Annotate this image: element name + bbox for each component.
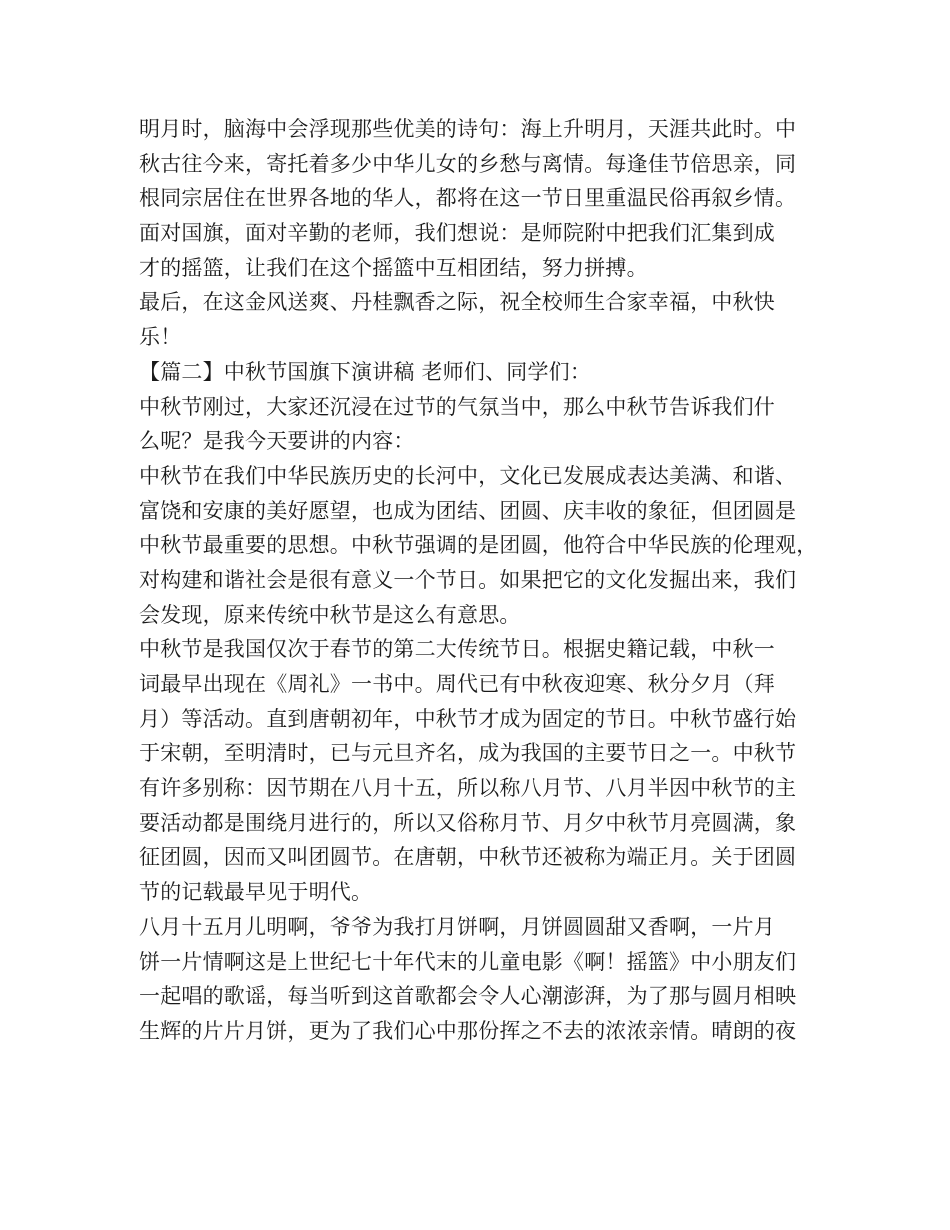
text-line: 八月十五月儿明啊，爷爷为我打月饼啊，月饼圆圆甜又香啊，一片月 [139,914,775,939]
text-line: 中秋节是我国仅次于春节的第二大传统节日。根据史籍记载，中秋一 [139,637,775,662]
text-line: 征团圆，因而又叫团圆节。在唐朝，中秋节还被称为端正月。关于团圆 [139,845,797,870]
text-line: 富饶和安康的美好愿望，也成为团结、团圆、庆丰收的象征，但团圆是 [139,498,797,523]
text-line: 中秋节在我们中华民族历史的长河中，文化已发展成表达美满、和谐、 [139,463,797,488]
text-line: 明月时，脑海中会浮现那些优美的诗句：海上升明月，天涯共此时。中 [139,117,797,141]
text-line: 最后，在这金风送爽、丹桂飘香之际，祝全校师生合家幸福，中秋快 [139,290,775,315]
text-line: 要活动都是围绕月进行的，所以又俗称月节、月夕中秋节月亮圆满，象 [139,810,797,835]
text-line: 才的摇篮，让我们在这个摇篮中互相团结，努力拼搏。 [139,255,648,280]
text-line: 饼一片情啊这是上世纪七十年代末的儿童电影《啊！摇篮》中小朋友们 [139,949,797,974]
text-line: 秋古往今来，寄托着多少中华儿女的乡愁与离情。每逢佳节倍思亲，同 [139,151,797,176]
text-line: 月）等活动。直到唐朝初年，中秋节才成为固定的节日。中秋节盛行始 [139,706,797,731]
text-line: 中秋节最重要的思想。中秋节强调的是团圆，他符合中华民族的伦理观， [139,533,818,558]
text-line: 中秋节刚过，大家还沉浸在过节的气氛当中，那么中秋节告诉我们什 [139,394,775,419]
text-line: 有许多别称：因节期在八月十五，所以称八月节、八月半因中秋节的主 [139,776,797,801]
text-line: 于宋朝，至明清时，已与元旦齐名，成为我国的主要节日之一。中秋节 [139,741,797,766]
text-line: 一起唱的歌谣，每当听到这首歌都会令人心潮澎湃，为了那与圆月相映 [139,984,797,1009]
text-line: 词最早出现在《周礼》一书中。周代已有中秋夜迎寒、秋分夕月（拜 [139,672,775,696]
text-line: 会发现，原来传统中秋节是这么有意思。 [139,602,521,627]
text-line: 生辉的片片月饼，更为了我们心中那份挥之不去的浓浓亲情。晴朗的夜 [139,1018,797,1043]
text-line: 根同宗居住在世界各地的华人，都将在这一节日里重温民俗再叙乡情。 [139,186,797,211]
text-line: 乐！ [139,325,182,350]
text-line: 节的记载最早见于明代。 [139,880,373,905]
text-line: 么呢？是我今天要讲的内容： [139,429,415,454]
text-line: 【篇二】中秋节国旗下演讲稿 老师们、同学们： [139,359,592,384]
document-body [139,112,829,1049]
text-line: 面对国旗，面对辛勤的老师，我们想说：是师院附中把我们汇集到成 [139,221,775,246]
text-line: 对构建和谐社会是很有意义一个节日。如果把它的文化发掘出来，我们 [139,567,797,592]
